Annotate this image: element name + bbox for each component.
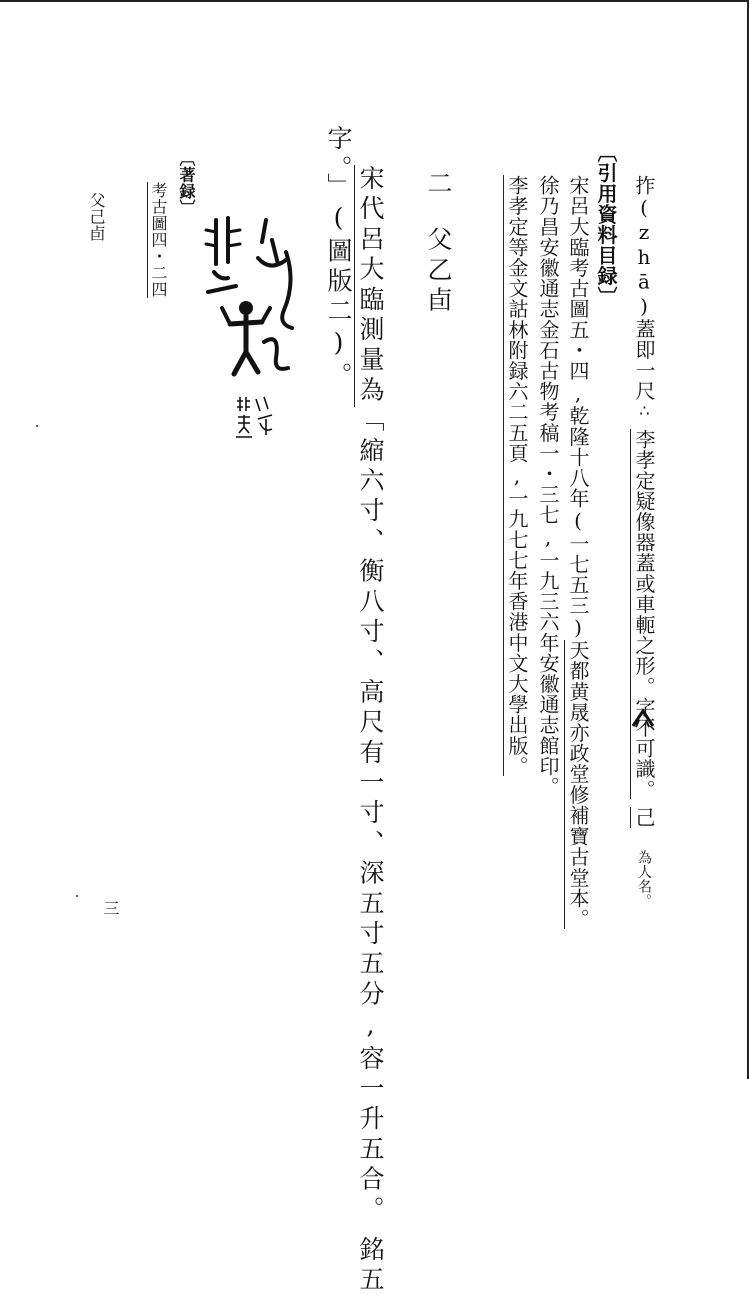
page-top-border	[0, 0, 749, 2]
body-line-1-c: 銘五	[356, 1236, 385, 1296]
entry-title-column	[423, 170, 453, 317]
scan-speck	[36, 425, 38, 427]
ref-line-2: 徐乃昌安徽通志金石古物考稿一・三七,一九三六年安徽通志館印。	[536, 175, 560, 797]
body-line-1-a: 宋代呂大臨測量為	[356, 165, 385, 407]
body-line-1-b: 「縮六寸、衡八寸、高尺有一寸、深五寸五分,容一升五合。	[356, 406, 385, 1227]
body-line-1	[355, 165, 385, 1296]
sidebar-ref	[148, 182, 168, 298]
inscription-glyph-small	[630, 708, 656, 730]
body-line-2: 字。」(圖版二)。	[324, 125, 353, 393]
inscription-rubbing-large	[200, 212, 310, 382]
entry-title: 父乙卣	[424, 226, 453, 317]
ref-line-1	[566, 175, 590, 929]
note-line-1	[632, 175, 656, 908]
ref-line-1-b: 天都黄晟亦政堂修補	[566, 640, 590, 826]
page-number: 三	[101, 900, 120, 917]
sidebar-heading: 〔著録〕	[177, 150, 196, 216]
ref-line-1-c: 寶古堂本。	[566, 825, 590, 929]
ref-line-3-a: 李孝定等金文詁林附録六二五頁,一九七七年	[505, 175, 529, 591]
ref-line-1-a: 宋呂大臨考古圖五・四,乾隆十八年(一七五三)	[566, 175, 590, 641]
scan-speck	[76, 895, 78, 897]
ref-line-3	[505, 175, 529, 776]
entry-number: 二	[424, 170, 453, 201]
note-line-1-c: 己	[632, 807, 656, 829]
ref-line-3-b: 香港中文大學出版。	[505, 591, 529, 777]
figure-caption: 父己卣	[87, 192, 106, 242]
note-line-1-b: 李孝定疑像器蓋或車軛之形。字不可識。	[632, 428, 656, 800]
sidebar-ref-text: 考古圖四・二四	[149, 182, 168, 298]
inscription-transcription-small	[234, 393, 276, 439]
note-line-1-d: 為人名。	[636, 850, 652, 909]
note-punct: ∴	[635, 401, 654, 421]
refs-heading: 〔引用資料目録〕	[594, 142, 618, 307]
note-line-1-a: 拃(zhā)蓋即一尺	[632, 175, 656, 401]
